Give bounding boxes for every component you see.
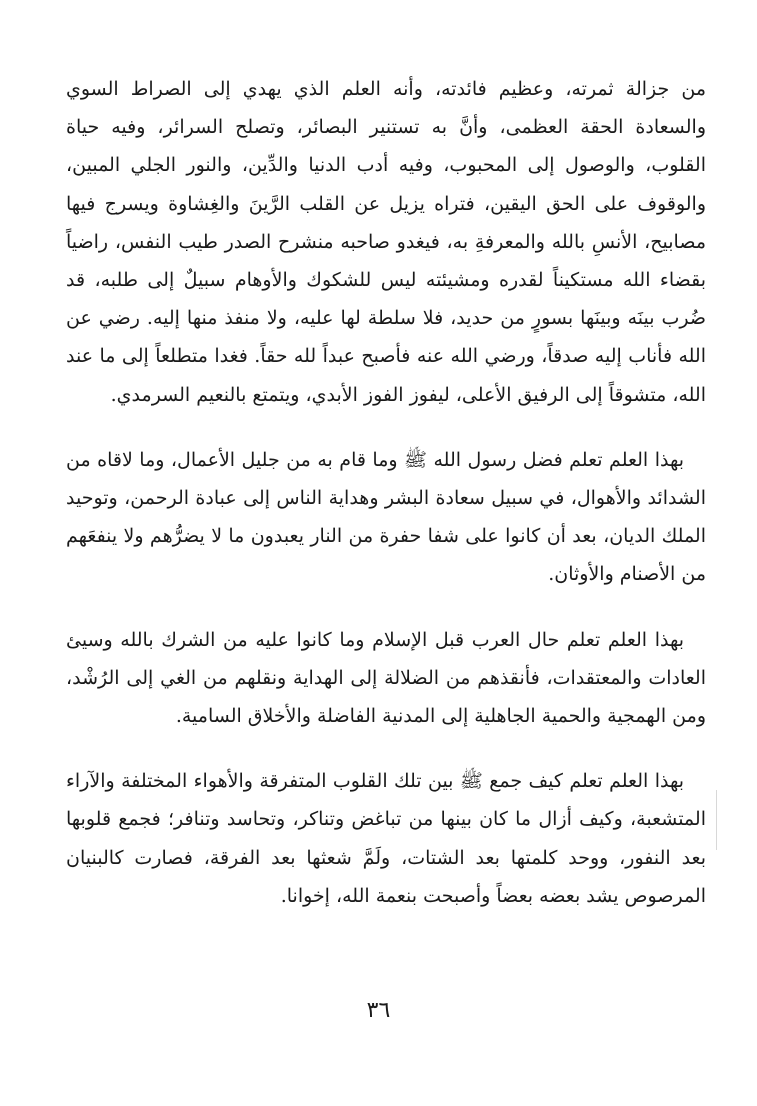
scan-artifact-line	[716, 790, 717, 850]
paragraph-3: بهذا العلم تعلم حال العرب قبل الإسلام وما كانوا عليه من الشرك بالله وسيئ العادات والمعتقدات، فأنقذهم من الضلالة إلى الهداية ونقلهم من الغي إلى الرُشْد، ومن الهمجية والحمية الجاهلية إلى المدنية الفاضلة والأخلاق السامية.	[66, 628, 706, 728]
paragraph-4: بهذا العلم تعلم كيف جمع ﷺ بين تلك القلوب المتفرقة والأهواء المختلفة والآراء المتشعبة، وكيف أزال ما كان بينها من تباغض وتناكر، وتحاسد وتنافر؛ فجمع قلوبها بعد النفور، ووحد كلمتها بعد الشتات، ولَمَّ شعثها بعد الفرقة، فصارت كالبنيان المرصوص يشد بعضه بعضاً وأصبحت بنعمة الله، إخوانا.	[66, 770, 706, 907]
paragraph-2: بهذا العلم تعلم فضل رسول الله ﷺ وما قام به من جليل الأعمال، وما لاقاه من الشدائد والأهوال، في سبيل سعادة البشر وهداية الناس إلى عبادة الرحمن، وتوحيد الملك الديان، بعد أن كانوا على شفا حفرة من النار يعبدون ما لا يضرُّهم ولا ينفعَهم من الأصنام والأوثان.	[66, 448, 706, 586]
paragraph-1: من جزالة ثمرته، وعظيم فائدته، وأنه العلم الذي يهدي إلى الصراط السوي والسعادة الحقة العظمى، وأنَّ به تستنير البصائر، وتصلح السرائر، وفيه حياة القلوب، والوصول إلى المحبوب، وفيه أدب الدنيا والدِّين، والنور الجلي المبين، والوقوف على الحق اليقين، فتراه يزيل عن القلب الرَّينَ والغِشاوة ويسرج فيها مصابيح، الأنسِ بالله والمعرفةِ به، فيغدو صاحبه منشرح الصدر طيب النفس، راضياً بقضاء الله مستكيناً لقدره ومشيئته ليس للشكوك والأوهام سبيلٌ إلى طلبه، قد ضُرب بينَه وبينَها بسورٍ من حديد، فلا سلطة لها عليه، ولا منفذ منها إليه. رضي عن الله فأناب إليه صدقاً، ورضي الله عنه فأصبح عبداً لله حقاً. فغدا متطلعاً إلى ما عند الله، متشوقاً إلى الرفيق الأعلى، ليفوز الفوز الأبدي، ويتمتع بالنعيم السرمدي.	[66, 78, 706, 406]
page-number: ٣٦	[366, 998, 391, 1023]
body-text	[66, 70, 706, 915]
